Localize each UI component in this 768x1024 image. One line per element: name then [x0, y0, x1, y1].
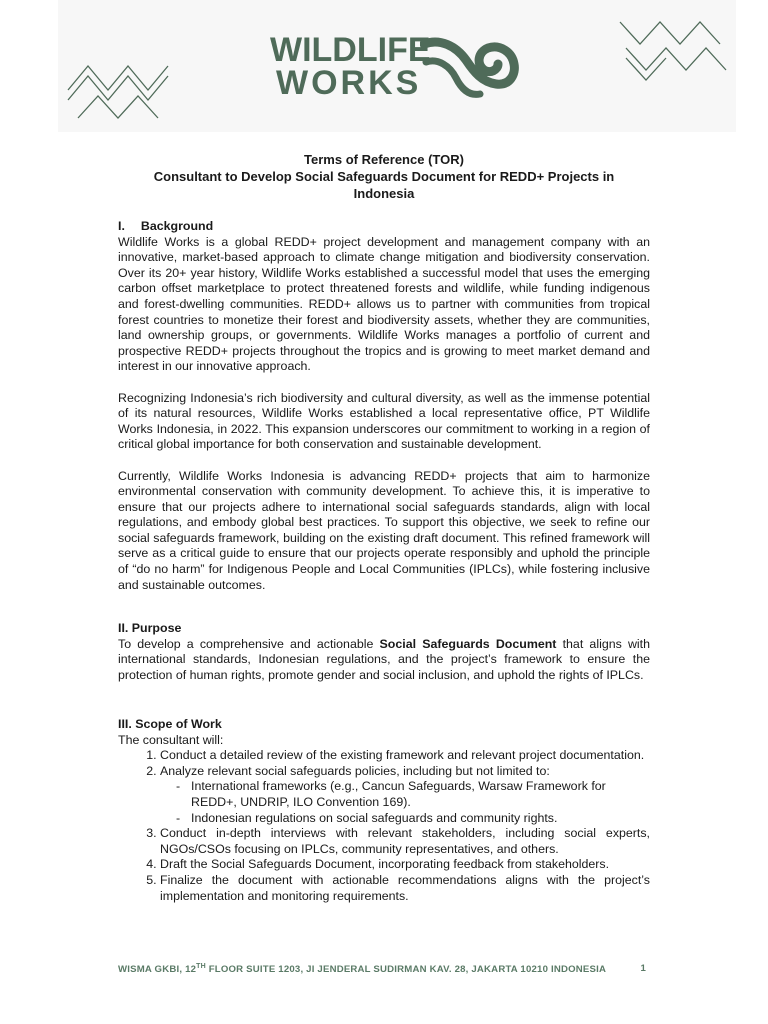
- list-item: 4. Draft the Social Safeguards Document, incorporating feedback from stakeholders.: [160, 857, 650, 873]
- sub-list-item: - International frameworks (e.g., Cancun Safeguards, Warsaw Framework for REDD+, UNDRIP, ILO Convention 169).: [176, 779, 650, 810]
- list-item-text: Analyze relevant social safeguards policies, including but not limited to:: [160, 763, 550, 778]
- scope-intro: The consultant will:: [118, 732, 224, 747]
- list-item: 1. Conduct a detailed review of the existing framework and relevant project documentation.: [160, 748, 650, 764]
- list-item: 5. Finalize the document with actionable recommendations aligns with the project’s implementation and monitoring requirements.: [160, 873, 650, 904]
- paragraph: Currently, Wildlife Works Indonesia is advancing REDD+ projects that aim to harmonize environmental conservation with community development. To achieve this, it is imperative to ensure that our projects adhere to international social safeguards standards, align with local regulations, and embody global best practices. To support this objective, we seek to refine our social safeguards framework, building on the existing draft document. This refined framework will serve as a critical guide to ensure that our projects operate responsibly and uphold the principle of “do no harm” for Indigenous People and Local Communities (IPLCs), while fostering inclusive and sustainable outcomes.: [118, 468, 650, 592]
- zigzag-left-decoration: [66, 60, 176, 122]
- paragraph: [118, 637, 650, 684]
- heading-text: Background: [140, 219, 214, 233]
- section-heading: [118, 219, 650, 235]
- section-heading: II. Purpose: [118, 621, 182, 635]
- logo-wordmark: [270, 31, 431, 102]
- footer-address: [118, 964, 606, 975]
- page-number: 1: [640, 963, 646, 974]
- zigzag-right-decoration: [618, 18, 730, 82]
- paragraph: Wildlife Works is a global REDD+ project development and management company with an innovative, market-based approach to climate change mitigation and biodiversity conservation. Over its 20+ year history, Wildlife Works established a successful model that uses the emerging carbon offset marketplace to protect threatened forests and wildlife, while funding indigenous and forest-dwelling communities. REDD+ allows us to partner with communities from tropical forest countries to monetize their forest and biodiversity assets, whether they are communities, land ownership groups, or governments. Wildlife Works manages a portfolio of current and prospective REDD+ projects throughout the tropics and is growing to meet market demand and interest in our innovative approach.: [118, 234, 650, 374]
- section-background: [118, 219, 650, 593]
- purpose-text-pre: To develop a comprehensive and actionable: [118, 636, 380, 651]
- paragraph: Recognizing Indonesia’s rich biodiversity and cultural diversity, as well as the immense potential of its natural resources, Wildlife Works established a local representative office, PT Wildlife Works Indonesia, in 2022. This expansion underscores our commitment to working in a region of critical global importance for both conservation and sustainable development.: [118, 390, 650, 452]
- wildlife-works-logo: [270, 31, 526, 106]
- purpose-text-bold: Social Safeguards Document: [379, 636, 557, 651]
- heading-number: I.: [118, 219, 125, 233]
- sub-list: [160, 779, 650, 826]
- list-item: 3. Conduct in-depth interviews with relevant stakeholders, including social experts, NGOs/CSOs focusing on IPLCs, community representatives, and others.: [160, 826, 650, 857]
- section-scope-of-work: [118, 717, 650, 904]
- title-line-2: Consultant to Develop Social Safeguards Document for REDD+ Projects in: [153, 169, 615, 184]
- section-purpose: [118, 621, 650, 683]
- page-footer: [118, 963, 650, 975]
- footer-address-part: WISMA GKBI, 12: [118, 964, 197, 976]
- logo-swirl-icon: [420, 36, 520, 100]
- logo-line-2: WORKS: [276, 64, 422, 102]
- scope-list: [118, 748, 650, 904]
- footer-address-sup: TH: [196, 963, 206, 970]
- title-line-1: Terms of Reference (TOR): [304, 152, 464, 167]
- document-title: [118, 151, 650, 202]
- title-line-3: Indonesia: [353, 186, 415, 201]
- footer-address-part: FLOOR SUITE 1203, JI JENDERAL SUDIRMAN KAV. 28, JAKARTA 10210 INDONESIA: [205, 964, 607, 976]
- purpose-text-post: that aligns with international standards, Indonesian regulations, and the project’s framework to ensure the protection of human rights, promote gender and social inclusion, and uphold the rights of IPLCs.: [118, 636, 650, 682]
- list-item: [160, 764, 650, 826]
- section-heading: III. Scope of Work: [118, 717, 222, 731]
- sub-list-item: - Indonesian regulations on social safeguards and community rights.: [176, 811, 650, 827]
- logo-line-1: WILDLIFE: [270, 31, 431, 69]
